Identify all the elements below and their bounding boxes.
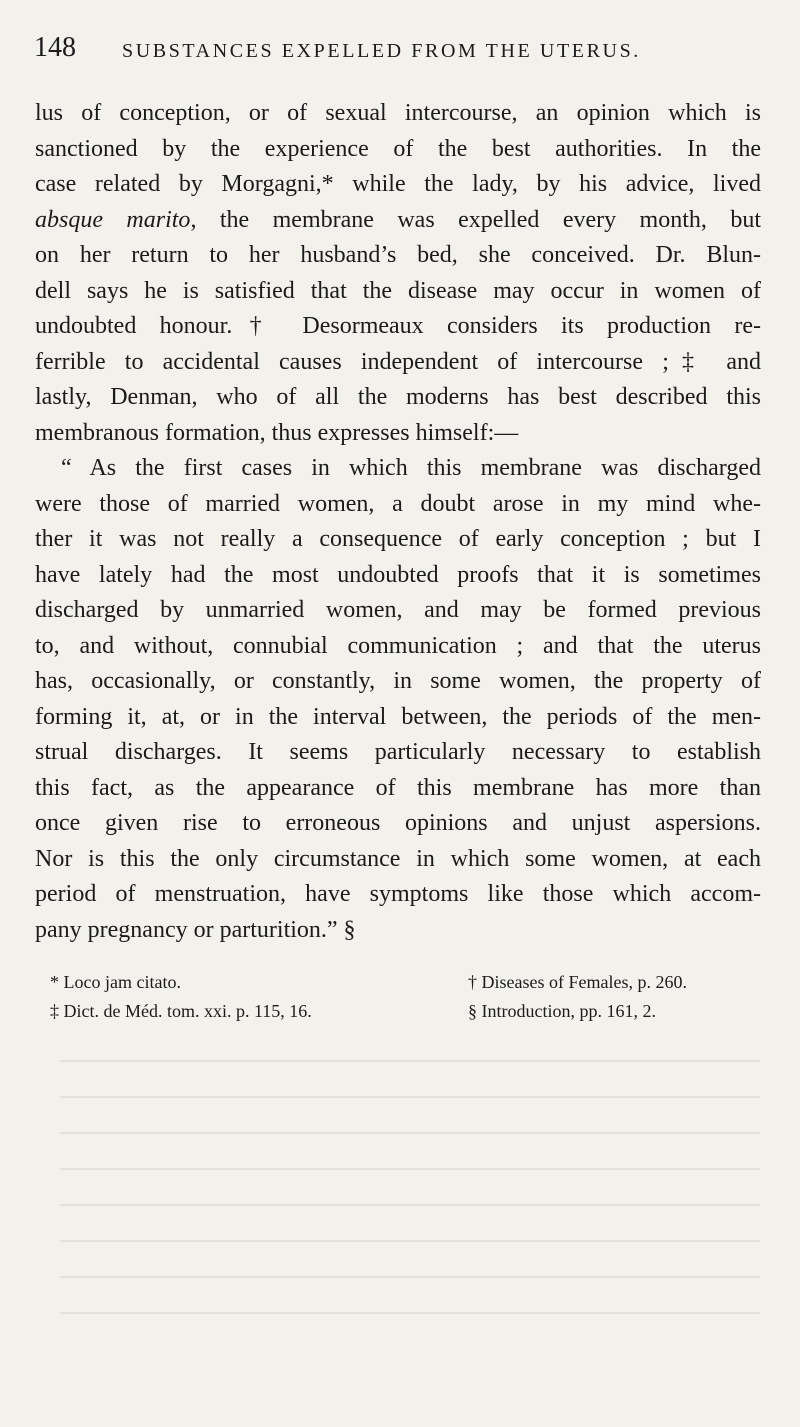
text-line: ther it was not really a consequence of early conception ; but I: [35, 526, 761, 552]
text-line: case related by Morgagni,* while the lady, by his advice, lived: [35, 171, 761, 197]
text-line: ferrible to accidental causes independent of intercourse ;‡ and: [35, 348, 761, 375]
footnote-star: * Loco jam citato.: [50, 972, 181, 992]
text-line: undoubted honour.† Desormeaux considers its production re-: [35, 313, 761, 339]
text-line: lus of conception, or of sexual intercourse, an opinion which is: [35, 100, 761, 126]
text-line: membranous formation, thus expresses himself:—: [35, 419, 519, 446]
running-title: SUBSTANCES EXPELLED FROM THE UTERUS.: [122, 40, 641, 62]
text-line: Nor is this the only circumstance in which some women, at each: [35, 845, 761, 872]
footnotes: [50, 968, 762, 1026]
footnote-row: [50, 997, 762, 1026]
show-through-texture: [60, 1060, 760, 1380]
footnote-dagger: † Diseases of Females, p. 260.: [468, 972, 687, 992]
text-line: to, and without, connubial communication ; and that the uterus: [35, 632, 761, 659]
text-line: this fact, as the appearance of this membrane has more than: [35, 774, 761, 801]
latin-phrase: absque marito: [35, 206, 191, 233]
text-line: strual discharges. It seems particularly necessary to establish: [35, 739, 761, 765]
footnote-row: [50, 968, 762, 997]
text-line: forming it, at, or in the interval between, the periods of the men-: [35, 703, 761, 730]
page-header: [34, 28, 764, 68]
quote-start-line: “ As the first cases in which this membrane was discharged: [61, 455, 761, 481]
text-line: lastly, Denman, who of all the moderns has best described this: [35, 384, 761, 410]
text-line: once given rise to erroneous opinions and unjust aspersions.: [35, 810, 761, 836]
text-line: on her return to her husband’s bed, she conceived. Dr. Blun-: [35, 242, 761, 268]
text-line: were those of married women, a doubt arose in my mind whe-: [35, 490, 761, 517]
footnote-section: § Introduction, pp. 161, 2.: [468, 1001, 656, 1021]
page-number: 148: [34, 32, 76, 63]
text-line: absque marito, the membrane was expelled every month, but: [35, 206, 761, 233]
text-line: has, occasionally, or constantly, in some women, the property of: [35, 668, 761, 694]
text-line: sanctioned by the experience of the best authorities. In the: [35, 135, 761, 162]
text-line: period of menstruation, have symptoms like those which accom-: [35, 881, 761, 907]
footnote-double-dagger: ‡ Dict. de Méd. tom. xxi. p. 115, 16.: [50, 1001, 312, 1021]
text-line: discharged by unmarried women, and may be formed previous: [35, 597, 761, 623]
text-line: dell says he is satisfied that the disease may occur in women of: [35, 277, 761, 304]
text-line: have lately had the most undoubted proofs that it is sometimes: [35, 561, 761, 588]
body-text: [35, 96, 761, 948]
text-line: pany pregnancy or parturition.” §: [35, 916, 356, 943]
